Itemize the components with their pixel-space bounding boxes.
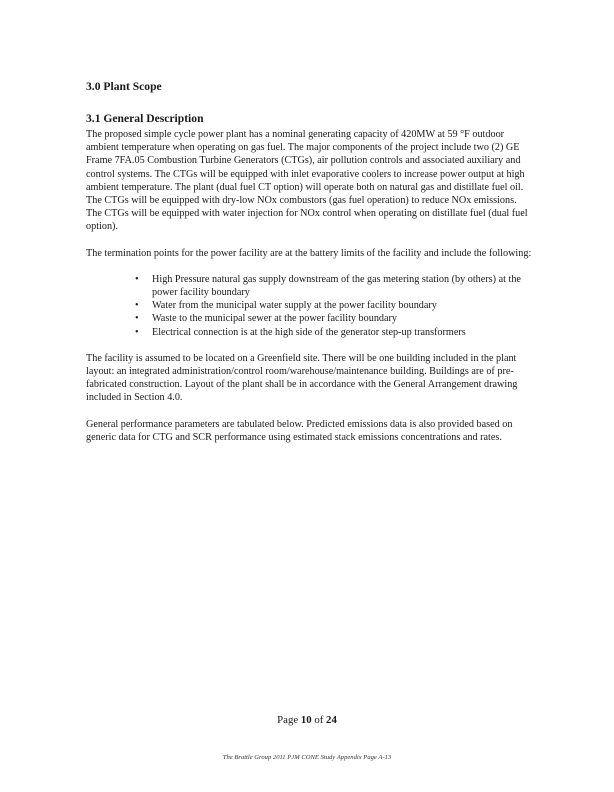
paragraph-termination-points: The termination points for the power facility are at the battery limits of the facility and include the following: — [86, 247, 532, 259]
page-number-total: 24 — [326, 714, 337, 726]
list-item: • Waste to the municipal sewer at the power facility boundary — [135, 312, 534, 325]
paragraph-performance-parameters: General performance parameters are tabulated below. Predicted emissions data is also provided based on generic data for CTG and SCR performance using estimated stack emissions concentrations and rates. — [86, 418, 513, 443]
paragraph-general-description: The proposed simple cycle power plant has a nominal generating capacity of 420MW at 59 °F outdoor ambient temperature when operating on gas fuel. The major components of the project include two (2) GE Frame 7FA.05 Combustion Turbine Generators (CTGs), air pollution controls and associated auxiliary and control systems. The CTGs will be equipped with inlet evaporative coolers to increase power output at high ambient temperature. The plant (dual fuel CT option) will operate both on natural gas and distillate fuel oil. The CTGs will be equipped with dry-low NOx combustors (gas fuel operation) to reduce NOx emissions. The CTGs will be equipped with water injection for NOx control when operating on distillate fuel (dual fuel option). — [86, 129, 528, 233]
page-footer: The Brattle Group 2011 PJM CONE Study Appendix Page A-13 — [222, 754, 392, 761]
page-number — [0, 714, 614, 726]
list-item: • Electrical connection is at the high side of the generator step-up transformers — [135, 326, 534, 339]
list-item: • High Pressure natural gas supply downstream of the gas metering station (by others) at the power facility boundary — [135, 273, 534, 299]
page-number-current: 10 — [300, 714, 312, 726]
section-title: 3.0 Plant Scope — [86, 80, 162, 93]
termination-points-list — [86, 273, 534, 339]
page-content — [86, 80, 534, 457]
subsection-title: 3.1 General Description — [86, 112, 204, 125]
page-number-middle: of — [311, 714, 327, 726]
paragraph-site-description: The facility is assumed to be located on a Greenfield site. There will be one building included in the plant layout: an integrated administration/control room/warehouse/maintenance building. Buildings are of pre-fabricated construction. Layout of the plant shall be in accordance with the General Arrangement drawing included in Section 4.0. — [86, 352, 518, 404]
list-item: • Water from the municipal water supply at the power facility boundary — [135, 299, 534, 312]
page-number-prefix: Page — [277, 714, 301, 726]
